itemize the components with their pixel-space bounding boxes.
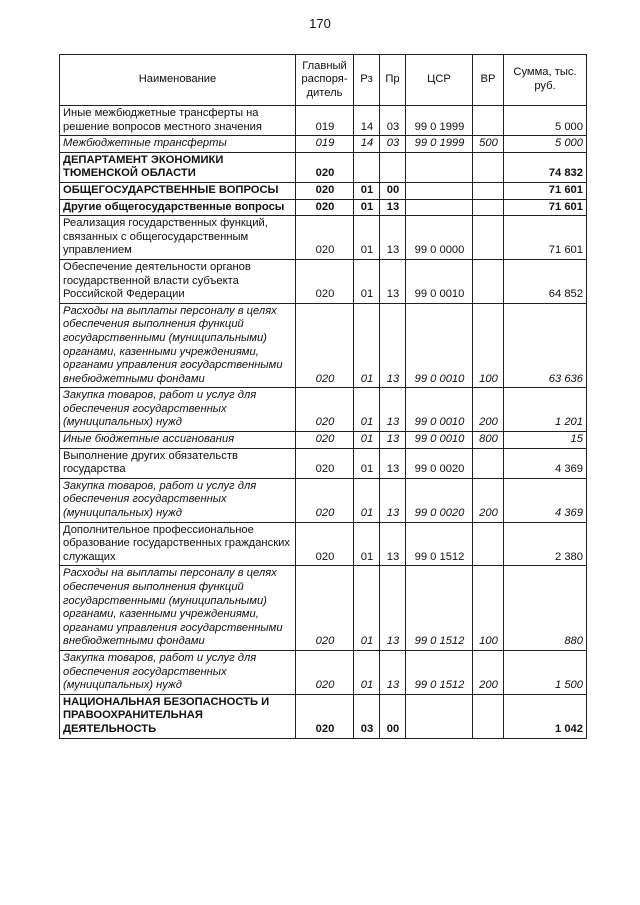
column-header-csr: ЦСР xyxy=(406,55,473,106)
row-manager-cell: 020 xyxy=(296,259,354,303)
row-pr-cell: 13 xyxy=(380,216,406,260)
row-rz-cell: 01 xyxy=(354,303,380,388)
row-vr-cell xyxy=(473,199,504,216)
row-pr-cell: 13 xyxy=(380,650,406,694)
row-csr-cell: 99 0 0000 xyxy=(406,216,473,260)
row-pr-cell: 13 xyxy=(380,259,406,303)
row-csr-cell: 99 0 0010 xyxy=(406,388,473,432)
column-header-manager: Главный распоря-дитель xyxy=(296,55,354,106)
table-row xyxy=(60,136,587,153)
row-name-cell: Закупка товаров, работ и услуг для обеспечения государственных (муниципальных) нужд xyxy=(60,650,296,694)
table-row xyxy=(60,566,587,651)
table-row xyxy=(60,259,587,303)
row-csr-cell: 99 0 1512 xyxy=(406,522,473,566)
row-pr-cell: 13 xyxy=(380,303,406,388)
row-manager-cell: 019 xyxy=(296,106,354,136)
row-csr-cell xyxy=(406,152,473,182)
column-header-vr: ВР xyxy=(473,55,504,106)
row-vr-cell: 800 xyxy=(473,432,504,449)
row-sum-cell: 5 000 xyxy=(504,106,587,136)
row-csr-cell xyxy=(406,199,473,216)
row-name-cell: Обеспечение деятельности органов государственной власти субъекта Российской Федерации xyxy=(60,259,296,303)
row-rz-cell: 01 xyxy=(354,650,380,694)
budget-table xyxy=(59,54,587,739)
row-pr-cell: 13 xyxy=(380,199,406,216)
table-row xyxy=(60,199,587,216)
row-name-cell: ОБЩЕГОСУДАРСТВЕННЫЕ ВОПРОСЫ xyxy=(60,182,296,199)
row-name-cell: Закупка товаров, работ и услуг для обеспечения государственных (муниципальных) нужд xyxy=(60,388,296,432)
row-pr-cell: 00 xyxy=(380,182,406,199)
table-header-row xyxy=(60,55,587,106)
row-manager-cell: 020 xyxy=(296,388,354,432)
row-name-cell: Реализация государственных функций, связанных с общегосударственным управлением xyxy=(60,216,296,260)
table-body xyxy=(60,106,587,739)
row-name-cell: Расходы на выплаты персоналу в целях обеспечения выполнения функций государственными (муниципальными) органами, казенными учреждениями, органами управления государственными внебюджетными фондами xyxy=(60,566,296,651)
row-name-cell: НАЦИОНАЛЬНАЯ БЕЗОПАСНОСТЬ И ПРАВООХРАНИТЕЛЬНАЯ ДЕЯТЕЛЬНОСТЬ xyxy=(60,694,296,738)
row-sum-cell: 1 042 xyxy=(504,694,587,738)
row-manager-cell: 020 xyxy=(296,199,354,216)
row-manager-cell: 020 xyxy=(296,448,354,478)
row-name-cell: ДЕПАРТАМЕНТ ЭКОНОМИКИ ТЮМЕНСКОЙ ОБЛАСТИ xyxy=(60,152,296,182)
row-name-cell: Дополнительное профессиональное образование государственных гражданских служащих xyxy=(60,522,296,566)
row-csr-cell xyxy=(406,182,473,199)
row-name-cell: Другие общегосударственные вопросы xyxy=(60,199,296,216)
row-vr-cell xyxy=(473,182,504,199)
row-vr-cell: 200 xyxy=(473,478,504,522)
row-sum-cell: 4 369 xyxy=(504,448,587,478)
row-sum-cell: 63 636 xyxy=(504,303,587,388)
table-row xyxy=(60,448,587,478)
row-rz-cell: 01 xyxy=(354,522,380,566)
row-name-cell: Выполнение других обязательств государства xyxy=(60,448,296,478)
row-manager-cell: 020 xyxy=(296,182,354,199)
row-rz-cell: 01 xyxy=(354,478,380,522)
row-rz-cell: 01 xyxy=(354,216,380,260)
row-manager-cell: 019 xyxy=(296,136,354,153)
row-csr-cell: 99 0 1512 xyxy=(406,650,473,694)
table-row xyxy=(60,216,587,260)
row-sum-cell: 5 000 xyxy=(504,136,587,153)
table-row xyxy=(60,182,587,199)
row-manager-cell: 020 xyxy=(296,152,354,182)
row-manager-cell: 020 xyxy=(296,303,354,388)
row-csr-cell xyxy=(406,694,473,738)
table-row xyxy=(60,650,587,694)
row-csr-cell: 99 0 0020 xyxy=(406,448,473,478)
row-name-cell: Иные бюджетные ассигнования xyxy=(60,432,296,449)
row-name-cell: Закупка товаров, работ и услуг для обеспечения государственных (муниципальных) нужд xyxy=(60,478,296,522)
row-pr-cell xyxy=(380,152,406,182)
row-name-cell: Иные межбюджетные трансферты на решение вопросов местного значения xyxy=(60,106,296,136)
row-csr-cell: 99 0 0010 xyxy=(406,259,473,303)
row-manager-cell: 020 xyxy=(296,522,354,566)
row-name-cell: Межбюджетные трансферты xyxy=(60,136,296,153)
row-sum-cell: 2 380 xyxy=(504,522,587,566)
row-vr-cell: 100 xyxy=(473,566,504,651)
row-sum-cell: 15 xyxy=(504,432,587,449)
row-pr-cell: 13 xyxy=(380,478,406,522)
row-rz-cell: 03 xyxy=(354,694,380,738)
column-header-rz: Рз xyxy=(354,55,380,106)
row-pr-cell: 00 xyxy=(380,694,406,738)
row-rz-cell: 01 xyxy=(354,448,380,478)
row-rz-cell: 01 xyxy=(354,259,380,303)
row-name-cell: Расходы на выплаты персоналу в целях обеспечения выполнения функций государственными (муниципальными) органами, казенными учреждениями, органами управления государственными внебюджетными фондами xyxy=(60,303,296,388)
row-sum-cell: 4 369 xyxy=(504,478,587,522)
row-rz-cell: 01 xyxy=(354,388,380,432)
row-rz-cell xyxy=(354,152,380,182)
row-sum-cell: 74 832 xyxy=(504,152,587,182)
row-pr-cell: 13 xyxy=(380,448,406,478)
row-vr-cell: 100 xyxy=(473,303,504,388)
row-pr-cell: 03 xyxy=(380,106,406,136)
row-rz-cell: 01 xyxy=(354,566,380,651)
row-pr-cell: 13 xyxy=(380,566,406,651)
row-manager-cell: 020 xyxy=(296,216,354,260)
row-sum-cell: 71 601 xyxy=(504,216,587,260)
row-pr-cell: 03 xyxy=(380,136,406,153)
row-vr-cell xyxy=(473,694,504,738)
column-header-sum: Сумма, тыс. руб. xyxy=(504,55,587,106)
row-vr-cell xyxy=(473,259,504,303)
row-rz-cell: 14 xyxy=(354,136,380,153)
row-manager-cell: 020 xyxy=(296,478,354,522)
row-sum-cell: 71 601 xyxy=(504,199,587,216)
table-row xyxy=(60,432,587,449)
row-pr-cell: 13 xyxy=(380,388,406,432)
row-vr-cell xyxy=(473,522,504,566)
row-manager-cell: 020 xyxy=(296,694,354,738)
row-sum-cell: 880 xyxy=(504,566,587,651)
row-vr-cell xyxy=(473,448,504,478)
column-header-name: Наименование xyxy=(60,55,296,106)
row-vr-cell: 200 xyxy=(473,650,504,694)
table-row xyxy=(60,694,587,738)
row-sum-cell: 1 500 xyxy=(504,650,587,694)
row-pr-cell: 13 xyxy=(380,432,406,449)
row-csr-cell: 99 0 1999 xyxy=(406,136,473,153)
row-vr-cell xyxy=(473,216,504,260)
row-csr-cell: 99 0 0010 xyxy=(406,303,473,388)
row-vr-cell xyxy=(473,106,504,136)
table-row xyxy=(60,478,587,522)
row-csr-cell: 99 0 1999 xyxy=(406,106,473,136)
table-row xyxy=(60,303,587,388)
row-rz-cell: 01 xyxy=(354,199,380,216)
row-rz-cell: 14 xyxy=(354,106,380,136)
row-pr-cell: 13 xyxy=(380,522,406,566)
row-manager-cell: 020 xyxy=(296,432,354,449)
row-sum-cell: 71 601 xyxy=(504,182,587,199)
table-row xyxy=(60,106,587,136)
row-rz-cell: 01 xyxy=(354,432,380,449)
row-vr-cell: 500 xyxy=(473,136,504,153)
row-vr-cell: 200 xyxy=(473,388,504,432)
row-csr-cell: 99 0 0020 xyxy=(406,478,473,522)
row-rz-cell: 01 xyxy=(354,182,380,199)
page-number: 170 xyxy=(309,16,331,31)
table-row xyxy=(60,152,587,182)
column-header-pr: Пр xyxy=(380,55,406,106)
table-row xyxy=(60,388,587,432)
row-csr-cell: 99 0 1512 xyxy=(406,566,473,651)
row-csr-cell: 99 0 0010 xyxy=(406,432,473,449)
row-sum-cell: 1 201 xyxy=(504,388,587,432)
row-manager-cell: 020 xyxy=(296,566,354,651)
row-sum-cell: 64 852 xyxy=(504,259,587,303)
table-row xyxy=(60,522,587,566)
row-vr-cell xyxy=(473,152,504,182)
row-manager-cell: 020 xyxy=(296,650,354,694)
